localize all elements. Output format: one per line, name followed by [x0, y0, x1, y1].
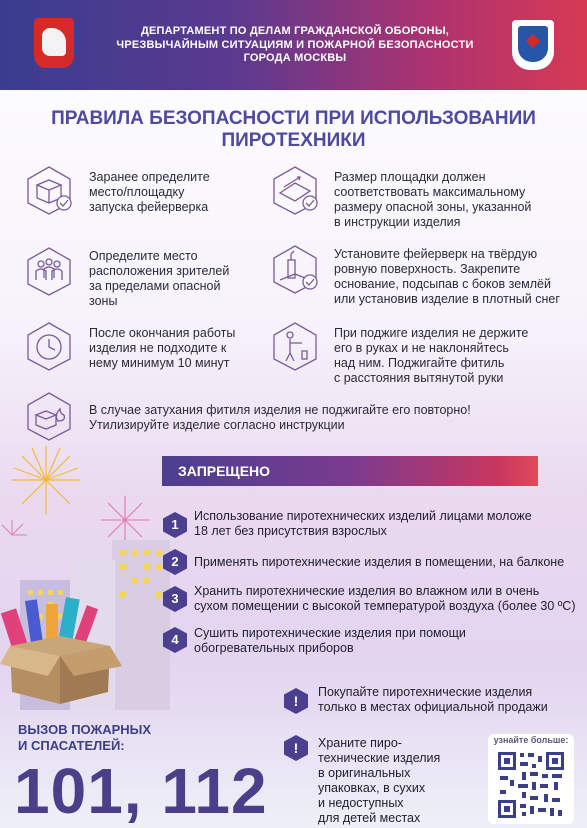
rule-line: запуска фейерверка — [89, 200, 209, 214]
rule-line: нему минимум 10 минут — [89, 356, 230, 370]
rule-line: основание, подсыпав с боков землёй — [334, 277, 551, 291]
rule-text — [89, 403, 471, 433]
header-banner — [0, 0, 587, 90]
tip-line: только в местах официальной продажи — [318, 700, 548, 714]
rule-line: Установите фейерверк на твёрдую — [334, 247, 538, 261]
rule-line: за пределами опасной — [89, 279, 221, 293]
badge-number: 1 — [171, 517, 179, 532]
page-title — [40, 108, 547, 152]
banned-item-text — [194, 509, 532, 539]
rule-text — [89, 326, 235, 371]
person-lighting-icon — [270, 321, 320, 371]
emergency-emblem-icon — [512, 20, 554, 70]
tip-line: для детей местах — [318, 811, 421, 825]
rule-text — [334, 247, 560, 307]
tip-line: Храните пиро- — [318, 736, 402, 750]
emergency-number: 101, 112 — [14, 755, 268, 827]
department-name — [95, 25, 495, 66]
rule-line: После окончания работы — [89, 326, 236, 340]
tip-line: технические изделия — [318, 751, 441, 765]
rule-line: ровную поверхность. Закрепите — [334, 262, 521, 276]
rule-line: с расстояния вытянутой руки — [334, 371, 504, 385]
banned-line: Хранить пиротехнические изделия во влажном или в очень — [194, 584, 540, 598]
banned-heading: ЗАПРЕЩЕНО — [178, 463, 271, 479]
tip-line: в оригинальных — [318, 766, 411, 780]
title-line: ПРАВИЛА БЕЗОПАСНОСТИ ПРИ ИСПОЛЬЗОВАНИИ — [51, 108, 536, 129]
number-badge — [163, 627, 187, 653]
number-badge — [163, 512, 187, 538]
clock-icon — [24, 321, 74, 371]
qr-code-icon[interactable] — [496, 750, 566, 820]
emergency-label-line: И СПАСАТЕЛЕЙ: — [18, 738, 125, 753]
tip-line: и недоступных — [318, 796, 404, 810]
rule-line: Определите место — [89, 249, 198, 263]
burning-box-icon — [24, 391, 74, 441]
tip-text — [318, 736, 440, 826]
rule-line: Заранее определите — [89, 170, 210, 184]
banned-banner — [162, 456, 538, 486]
title-line: ПИРОТЕХНИКИ — [221, 130, 366, 151]
moscow-coat-of-arms-icon — [34, 18, 74, 68]
warning-mark: ! — [293, 740, 299, 756]
rule-text — [89, 170, 210, 215]
banned-line: 18 лет без присутствия взрослых — [194, 524, 387, 538]
banned-line: обогревательных приборов — [194, 641, 354, 655]
tip-text — [318, 685, 548, 715]
rule-line: В случае затухания фитиля изделия не поджигайте его повторно! — [89, 403, 471, 417]
rule-line: При поджиге изделия не держите — [334, 326, 529, 340]
rule-line: расположения зрителей — [89, 264, 230, 278]
number-badge — [163, 586, 187, 612]
warning-badge-icon — [284, 735, 308, 761]
warning-mark: ! — [293, 693, 299, 709]
banned-line: сухом помещении с высокой температурой воздуха (более 30 ºС) — [194, 599, 576, 613]
badge-number: 2 — [171, 554, 179, 569]
number-badge — [163, 549, 187, 575]
qr-label: узнайте больше: — [493, 735, 569, 745]
rule-text — [334, 326, 528, 386]
box-check-icon — [24, 165, 74, 215]
rule-line: место/площадку — [89, 185, 185, 199]
badge-number: 4 — [171, 632, 179, 647]
spectators-icon — [24, 246, 74, 296]
badge-number: 3 — [171, 591, 179, 606]
rule-line: Размер площадки должен — [334, 170, 486, 184]
firework-surface-icon — [270, 244, 320, 294]
emergency-label — [18, 722, 158, 754]
rule-line: соответствовать максимальному — [334, 185, 526, 199]
tip-line: упаковках, в сухих — [318, 781, 426, 795]
rule-line: в инструкции изделия — [334, 215, 461, 229]
warning-badge-icon — [284, 688, 308, 714]
emergency-label-line: ВЫЗОВ ПОЖАРНЫХ — [18, 722, 152, 737]
dept-line: ГОРОДА МОСКВЫ — [243, 52, 347, 64]
rule-line: изделия не подходите к — [89, 341, 227, 355]
tip-line: Покупайте пиротехнические изделия — [318, 685, 533, 699]
banned-item-text — [194, 555, 564, 570]
rule-line: его в руках и не наклоняйтесь — [334, 341, 509, 355]
rule-text — [89, 249, 229, 309]
banned-line: Применять пиротехнические изделия в помещении, на балконе — [194, 555, 565, 569]
banned-item-text — [194, 584, 576, 614]
rule-line: Утилизируйте изделие согласно инструкции — [89, 418, 345, 432]
rule-line: размеру опасной зоны, указанной — [334, 200, 532, 214]
banned-line: Сушить пиротехнические изделия при помощи — [194, 626, 466, 640]
banned-item-text — [194, 626, 466, 656]
area-measure-icon — [270, 165, 320, 215]
dept-line: ДЕПАРТАМЕНТ ПО ДЕЛАМ ГРАЖДАНСКОЙ ОБОРОНЫ, — [140, 25, 450, 37]
rule-text — [334, 170, 531, 230]
fireworks-illustration — [0, 440, 170, 720]
rule-line: над ним. Поджигайте фитиль — [334, 356, 505, 370]
rule-line: зоны — [89, 294, 118, 308]
rule-line: или установив изделие в плотный снег — [334, 292, 560, 306]
banned-line: Использование пиротехнических изделий лицами моложе — [194, 509, 532, 523]
dept-line: ЧРЕЗВЫЧАЙНЫМ СИТУАЦИЯМ И ПОЖАРНОЙ БЕЗОПАСНОСТИ — [116, 38, 474, 51]
